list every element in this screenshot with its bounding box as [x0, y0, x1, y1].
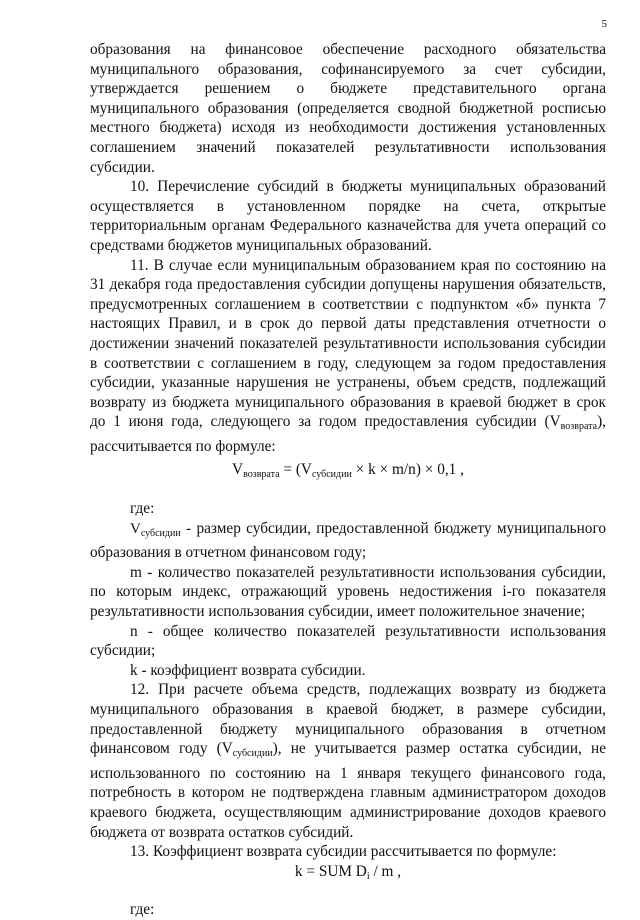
formula2-main: k = SUM D: [294, 862, 367, 880]
paragraph-11: [90, 256, 606, 457]
paragraph-11-v: V: [549, 413, 561, 431]
definition-n: n - общее количество показателей результативности использования субсидии;: [90, 622, 606, 660]
formula1-lhs: V: [232, 461, 244, 479]
definition-m: m - количество показателей результативности использования субсидии, по которым индекс, отражающий уровень недостижения i-го показателя результативности использования субсидии, имеет положительное значение;: [90, 563, 606, 621]
formula1-close: ): [415, 461, 421, 479]
formula2-tail: / m ,: [369, 862, 402, 880]
where-label-2: где:: [130, 901, 155, 919]
formula-return-coefficient: [90, 862, 606, 887]
paragraph-13: 13. Коэффициент возврата субсидии рассчитывается по формуле:: [130, 843, 557, 861]
def-v-subscript: субсидии: [140, 527, 181, 539]
def-v-text: - размер субсидии, предоставленной бюджету муниципального образования в отчетном финансовом году;: [90, 519, 606, 562]
definition-v-subsidy: [90, 519, 606, 563]
formula1-lhs-sub: возврата: [243, 469, 280, 481]
def-v-symbol: V: [130, 520, 141, 537]
definition-k: k - коэффициент возврата субсидии.: [130, 661, 366, 679]
paragraph-12-text-b: ), не учитывается размер остатка субсидии, не использованного по состоянию на 1 января текущего финансового года, потребность в котором не подтверждена главным администратором доходов краевого бюджета, осуществляющим администрирование доходов краевого бюджета от возврата остатков субсидий.: [90, 740, 606, 841]
formula1-tail: × 0,1 ,: [420, 461, 464, 479]
paragraph-12-subscript: субсидии: [232, 748, 273, 760]
page-number: 5: [601, 18, 607, 30]
formula2-sub: i: [366, 870, 370, 882]
formula1-rest: × k × m/n: [351, 461, 416, 479]
paragraph-continuation: образования на финансовое обеспечение расходного обязательства муниципального образования, софинансируемого за счет субсидии, утверждается решением о бюджете представительного органа муниципального образования (определяется сводной бюджетной росписью местного бюджета) исходя из необходимости достижения установленных соглашением значений показателей результативности использования субсидии.: [90, 41, 606, 176]
paragraph-11-subscript: возврата: [560, 421, 598, 433]
where-label-1: где:: [130, 500, 155, 518]
formula1-v-sub: субсидии: [311, 469, 352, 481]
formula-return-volume: [90, 460, 606, 485]
paragraph-12: [90, 680, 606, 842]
paragraph-10: 10. Перечисление субсидий в бюджеты муниципальных образований осуществляется в установленном порядке на счета, открытые территориальным органам Федерального казначейства для учета операций со средствами бюджетов муниципальных образований.: [90, 178, 606, 254]
paragraph-11-text: 11. В случае если муниципальным образованием края по состоянию на 31 декабря года предоставления субсидии допущены нарушения обязательств, предусмотренных соглашением в соответствии с подпунктом «б» пункта 7 настоящих Правил, и в срок до первой даты представления отчетности о достижении значений показателей результативности использования субсидии в соответствии с соглашением в году, следующем за годом предоставления субсидии, указанные нарушения не устранены, объем средств, подлежащий возврату из бюджета муниципального образования в краевой бюджет в срок до 1 июня года, следующего за годом предоставления субсидии (: [90, 256, 606, 431]
paragraph-12-text-a: 12. При расчете объема средств, подлежащих возврату из бюджета муниципального образования в краевой бюджет, в размере субсидии, предоставленной бюджету муниципального образования в отчетном финансовом году (V: [90, 681, 606, 758]
document-body: [90, 40, 606, 920]
formula1-open: (V: [295, 461, 312, 479]
formula1-eq: =: [279, 461, 296, 479]
paragraph-11-end: ), рассчитывается по формуле:: [90, 413, 606, 455]
